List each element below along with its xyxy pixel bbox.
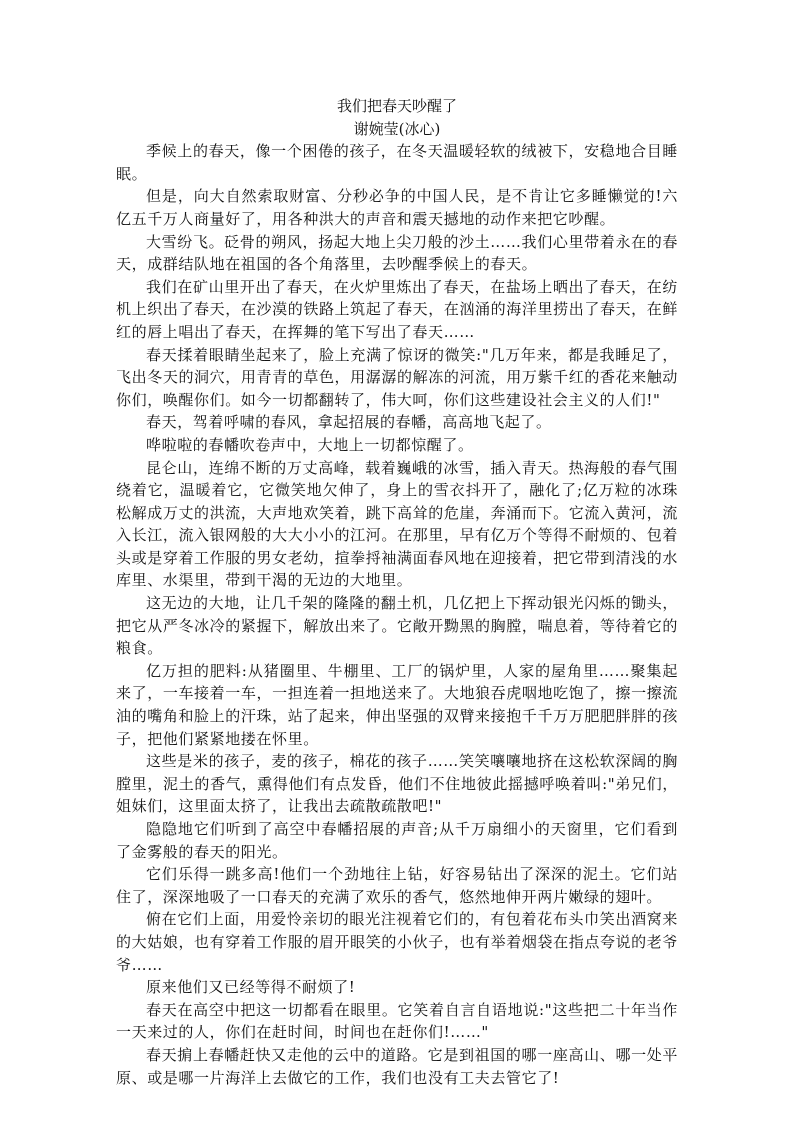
paragraph: 哗啦啦的春幡吹卷声中，大地上一切都惊醒了。 — [146, 435, 474, 454]
paragraph: 但是，向大自然索取财富、分秒必争的中国人民，是不肯让它多睡懒觉的!六亿五千万人商量好了，用各种洪大的声音和震天撼地的动作来把它吵醒。 — [116, 187, 678, 228]
paragraph: 季候上的春天，像一个困倦的孩子，在冬天温暖轻软的绒被下，安稳地合目睡眠。 — [116, 142, 678, 183]
paragraph: 亿万担的肥料:从猪圈里、牛棚里、工厂的锅炉里，人家的屋角里……聚集起来了，一车接着一车，一担连着一担地送来了。大地狼吞虎咽地吃饱了，擦一擦流油的嘴角和脸上的汗珠，站了起来，伸出坚强的双臂来接抱千千万万肥肥胖胖的孩子，把他们紧紧地搂在怀里。 — [116, 661, 678, 748]
paragraph: 它们乐得一跳多高!他们一个劲地往上钻，好容易钻出了深深的泥土。它们站住了，深深地吸了一口春天的充满了欢乐的香气，悠然地伸开两片嫩绿的翅叶。 — [116, 865, 678, 906]
document-page — [116, 95, 678, 1089]
paragraph: 这些是米的孩子，麦的孩子，棉花的孩子……笑笑嚷嚷地挤在这松软深阔的胸膛里，泥土的香气，熏得他们有点发昏，他们不住地彼此摇撼呼唤着叫:"弟兄们，姐妹们，这里面太挤了，让我出去疏散疏散吧!" — [116, 752, 678, 816]
paragraph: 春天掮上春幡赶快又走他的云中的道路。它是到祖国的哪一座高山、哪一处平原、或是哪一片海洋上去做它的工作，我们也没有工夫去管它了! — [116, 1045, 678, 1087]
paragraph: 大雪纷飞。砭骨的朔风，扬起大地上尖刀般的沙土……我们心里带着永在的春天，成群结队地在祖国的各个角落里，去吵醒季候上的春天。 — [116, 232, 678, 274]
paragraph: 这无边的大地，让几千架的隆隆的翻土机，几亿把上下挥动银光闪烁的锄头，把它从严冬冰冷的紧握下，解放出来了。它敞开黝黑的胸膛，喘息着，等待着它的粮食。 — [116, 594, 678, 658]
paragraph: 隐隐地它们听到了高空中春幡招展的声音;从千万扇细小的天窗里，它们看到了金雾般的春天的阳光。 — [116, 820, 678, 861]
paragraph: 原来他们又已经等得不耐烦了! — [146, 978, 356, 997]
paragraph: 春天，驾着呼啸的春风，拿起招展的春幡，高高地飞起了。 — [146, 413, 552, 432]
paragraph: 我们在矿山里开出了春天，在火炉里炼出了春天，在盐场上晒出了春天，在纺机上织出了春天，在沙漠的铁路上筑起了春天，在汹涌的海洋里捞出了春天，在鲜红的唇上唱出了春天，在挥舞的笔下写出了春天…… — [116, 277, 678, 341]
paragraph: 昆仑山，连绵不断的万丈高峰，载着巍峨的冰雪，插入青天。热海般的春气围绕着它，温暖着它，它微笑地欠伸了，身上的雪衣抖开了，融化了;亿万粒的冰珠松解成万丈的洪流，大声地欢笑着，跳下高耸的危崖，奔涌而下。它流入黄河，流入长江，流入银网般的大大小小的江河。在那里，早有亿万个等得不耐烦的、包着头或是穿着工作服的男女老幼，揎拳捋袖满面春风地在迎接着，把它带到清浅的水库里、水渠里，带到干渴的无边的大地里。 — [116, 458, 678, 590]
paragraph: 俯在它们上面，用爱怜亲切的眼光注视着它们的，有包着花布头巾笑出酒窝来的大姑娘，也有穿着工作服的眉开眼笑的小伙子，也有举着烟袋在指点夸说的老爷爷…… — [116, 910, 678, 974]
document-title: 我们把春天吵醒了 — [336, 97, 457, 115]
paragraph: 春天在高空中把这一切都看在眼里。它笑着自言自语地说:"这些把二十年当作一天来过的人，你们在赶时间，时间也在赶你们!……" — [116, 1000, 678, 1042]
paragraph: 春天揉着眼睛坐起来了，脸上充满了惊讶的微笑:"几万年来，都是我睡足了，飞出冬天的洞穴，用青青的草色，用潺潺的解冻的河流，用万紫千红的香花来触动你们，唤醒你们。如今一切都翻转了，伟大呵，你们这些建设社会主义的人们!" — [116, 345, 678, 409]
document-author: 谢婉莹(冰心) — [353, 119, 441, 138]
document-body — [116, 140, 678, 1089]
